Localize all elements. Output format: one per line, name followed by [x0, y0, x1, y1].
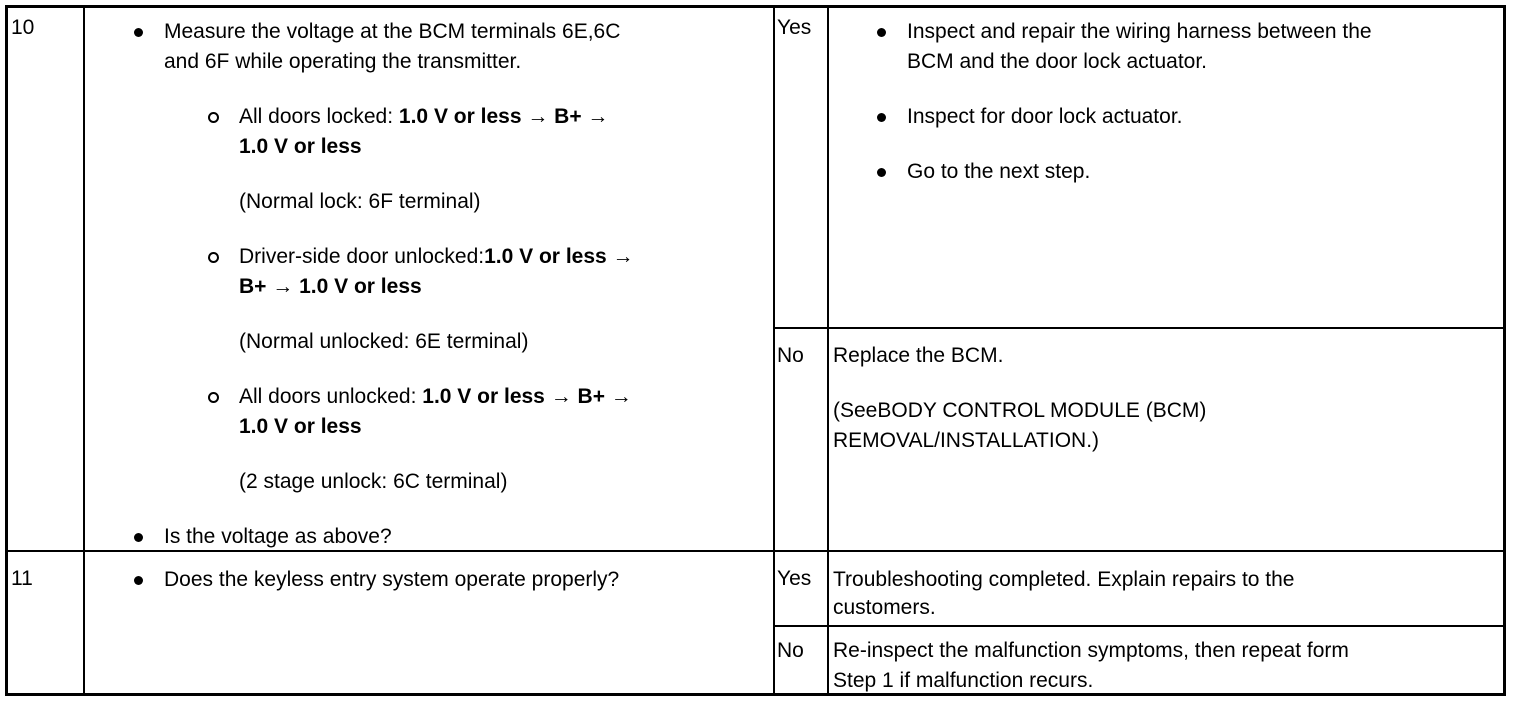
question-text: Is the voltage as above?	[164, 525, 392, 548]
bullet-icon	[877, 168, 886, 177]
condition-note: (2 stage unlock: 6C terminal)	[239, 470, 508, 493]
step-number: 10	[11, 16, 35, 39]
action-text: BCM and the door lock actuator.	[907, 50, 1207, 73]
no-action-text: REMOVAL/INSTALLATION.)	[833, 429, 1100, 452]
check-text: Measure the voltage at the BCM terminals 6E,6C	[164, 20, 621, 43]
column-divider	[83, 8, 85, 693]
yes-no-divider	[773, 625, 1503, 627]
action-text: Inspect for door lock actuator.	[907, 105, 1183, 128]
bullet-icon	[877, 28, 886, 37]
no-label: No	[777, 344, 804, 367]
condition-note: (Normal unlocked: 6E terminal)	[239, 330, 529, 353]
bullet-icon	[134, 533, 143, 542]
column-divider	[827, 8, 829, 693]
question-text: Does the keyless entry system operate properly?	[164, 568, 620, 591]
condition-text: All doors locked: 1.0 V or less → B+ →	[239, 105, 609, 128]
condition-note: (Normal lock: 6F terminal)	[239, 190, 481, 213]
no-action-text: Replace the BCM.	[833, 344, 1004, 367]
circle-bullet-icon	[208, 252, 219, 263]
action-text: Inspect and repair the wiring harness between the	[907, 20, 1372, 43]
bullet-icon	[134, 28, 143, 37]
step-number: 11	[11, 567, 33, 590]
circle-bullet-icon	[208, 392, 219, 403]
yes-action-text: Troubleshooting completed. Explain repairs to the	[833, 568, 1295, 591]
yes-no-divider	[773, 327, 1503, 329]
condition-text: Driver-side door unlocked:1.0 V or less →	[239, 245, 634, 268]
yes-label: Yes	[777, 16, 812, 39]
condition-text: All doors unlocked: 1.0 V or less → B+ →	[239, 385, 632, 408]
bullet-icon	[877, 113, 886, 122]
yes-label: Yes	[777, 567, 812, 590]
no-action-text: Re-inspect the malfunction symptoms, then repeat form	[833, 639, 1349, 662]
troubleshooting-table	[5, 5, 1506, 696]
action-text: Go to the next step.	[907, 160, 1091, 183]
condition-value: B+ → 1.0 V or less	[239, 275, 422, 298]
column-divider	[773, 8, 775, 693]
no-action-text: Step 1 if malfunction recurs.	[833, 669, 1094, 692]
no-action-text: (SeeBODY CONTROL MODULE (BCM)	[833, 399, 1207, 422]
bullet-icon	[134, 576, 143, 585]
no-label: No	[777, 639, 804, 662]
check-text: and 6F while operating the transmitter.	[164, 50, 522, 73]
condition-value: 1.0 V or less	[239, 135, 362, 158]
yes-action-text: customers.	[833, 596, 936, 619]
circle-bullet-icon	[208, 112, 219, 123]
condition-value: 1.0 V or less	[239, 415, 362, 438]
